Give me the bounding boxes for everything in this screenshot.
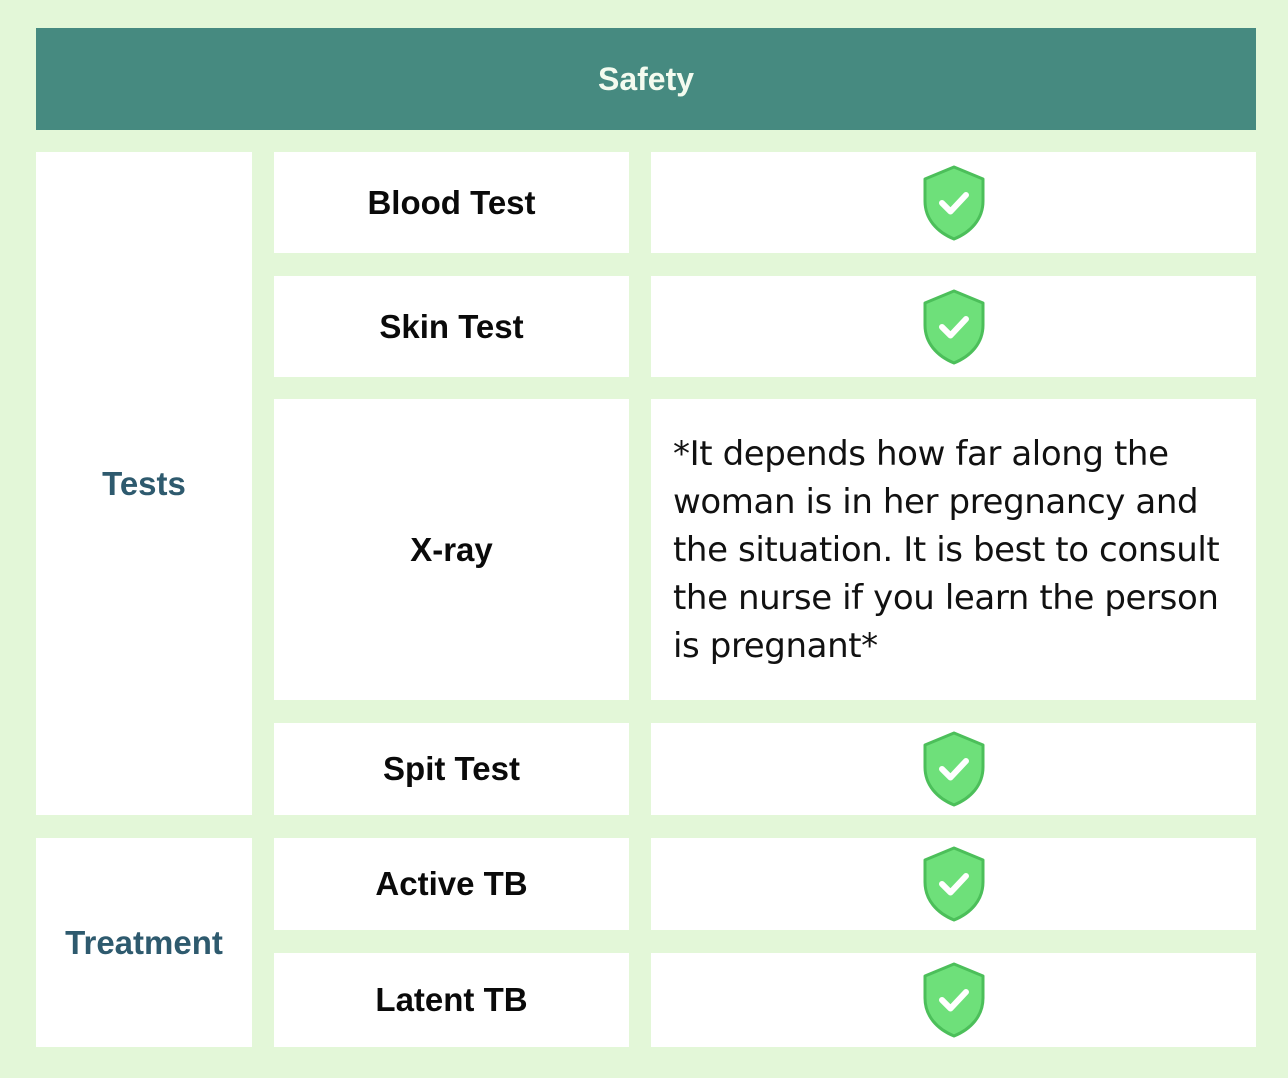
safety-cell-latent-tb [651, 953, 1256, 1047]
category-tests-cell [36, 152, 252, 815]
table-title: Safety [597, 60, 695, 97]
item-cell-spit-test [274, 723, 629, 815]
item-cell-blood-test [274, 152, 629, 253]
item-label-active-tb: Active TB [375, 865, 528, 902]
safety-cell-active-tb [651, 838, 1256, 930]
item-cell-x-ray [274, 399, 629, 700]
item-cell-skin-test [274, 276, 629, 377]
table-header [36, 28, 1256, 130]
category-tests-label: Tests [102, 464, 186, 502]
item-cell-active-tb [274, 838, 629, 930]
shield-check-icon [922, 288, 986, 366]
safety-cell-spit-test [651, 723, 1256, 815]
x-ray-safety-note: *It depends how far along the woman is in her pregnancy and the situation. It is best to consult the nurse if you learn the person is pregnant* [673, 433, 1220, 666]
safety-cell-blood-test [651, 152, 1256, 253]
safety-cell-skin-test [651, 276, 1256, 377]
shield-check-icon [922, 961, 986, 1039]
shield-check-icon [922, 845, 986, 923]
shield-check-icon [922, 164, 986, 242]
item-label-skin-test: Skin Test [379, 307, 524, 345]
item-label-blood-test: Blood Test [367, 183, 536, 221]
item-label-x-ray: X-ray [410, 530, 493, 568]
item-label-latent-tb: Latent TB [375, 981, 528, 1018]
shield-check-icon [922, 730, 986, 808]
category-treatment-cell [36, 838, 252, 1047]
category-treatment-label: Treatment [65, 923, 223, 961]
safety-cell-x-ray [651, 399, 1256, 700]
item-label-spit-test: Spit Test [383, 750, 520, 787]
item-cell-latent-tb [274, 953, 629, 1047]
